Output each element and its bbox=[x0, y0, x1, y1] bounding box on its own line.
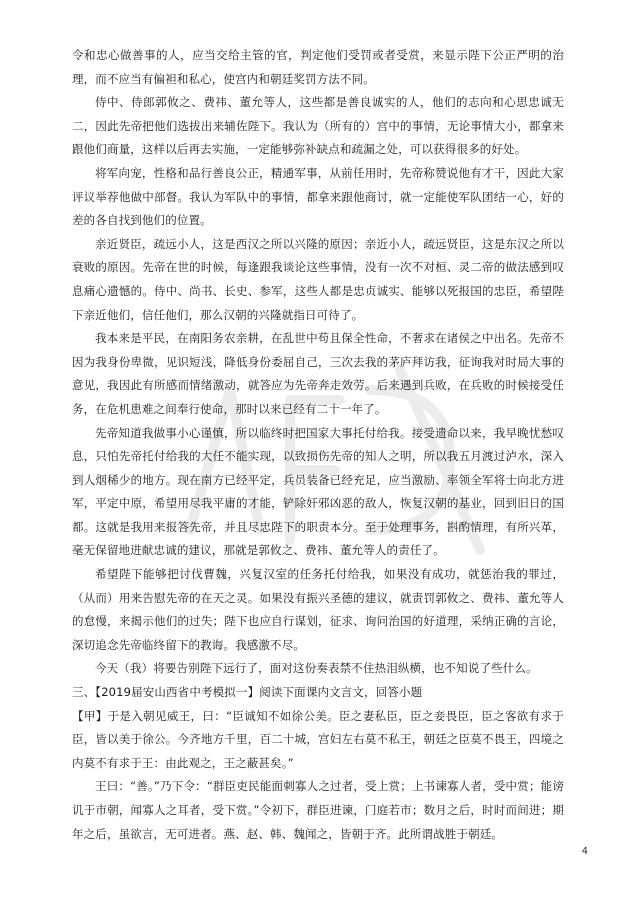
text-paragraph: 今天（我）将要告别陛下远行了，面对这份奏表禁不住热泪纵横，也不知说了些什么。 bbox=[95, 661, 538, 676]
text-paragraph bbox=[72, 705, 564, 776]
text-paragraph: 亲近贤臣，疏远小人，这是西汉之所以兴隆的原因；亲近小人，疏远贤臣，这是东汉之所以衰败的原因。先帝在世的时候，每逢跟我谈论这些事情，没有一次不对桓、灵二帝的做法感到叹息痛心遗憾的。侍中、尚书、长史、参军，这些人都是忠贞诚实、能够以死报国的忠臣，希望陛下亲近他们，信任他们，那么汉朝的兴隆就指日可待了。 bbox=[72, 236, 564, 322]
question-heading: 三、【2019届安山西省中考模拟一】阅读下面课内文言文，回答小题 bbox=[72, 685, 423, 700]
passage-tag: 【甲】 bbox=[72, 708, 108, 723]
text-paragraph: 将军向宠，性格和品行善良公正，精通军事，从前任用时，先帝称赞说他有才干，因此大家评议举荐他做中部督。我认为军队中的事情，都拿来跟他商讨，就一定能使军队团结一心，好的差的各自找到他们的位置。 bbox=[72, 165, 564, 228]
text-paragraph: 希望陛下能够把讨伐曹魏，兴复汉室的任务托付给我，如果没有成功，就惩治我的罪过，（从而）用来告慰先帝的在天之灵。如果没有振兴圣德的建议，就责罚郭攸之、费祎、董允等人的怠慢，来揭示他们的过失；陛下也应自行谋划，征求、询问治国的好道理，采纳正确的言论，深切追念先帝临终留下的教诲。我感激不尽。 bbox=[72, 567, 564, 652]
text-paragraph: 我本来是平民，在南阳务农亲耕，在乱世中苟且保全性命，不奢求在诸侯之中出名。先帝不因为我身份卑微，见识短浅，降低身份委屈自己，三次去我的茅庐拜访我，征询我对时局大事的意见，我因此有所感而情绪激动，就答应为先帝奔走效劳。后来遇到兵败，在兵败的时候接受任务，在危机患难之间奉行使命，那时以来已经有二十一年了。 bbox=[72, 331, 564, 416]
text-paragraph: 令和忠心做善事的人，应当交给主管的官，判定他们受罚或者受赏，来显示陛下公正严明的治理，而不应当有偏袒和私心，使宫内和朝廷奖罚方法不同。 bbox=[72, 48, 564, 86]
text-paragraph: 先帝知道我做事小心谨慎，所以临终时把国家大事托付给我。接受遗命以来，我早晚忧愁叹息，只怕先帝托付给我的大任不能实现，以致损伤先帝的知人之明，所以我五月渡过泸水，深入到人烟稀少的地方。现在南方已经平定，兵员装备已经充足，应当激励、率领全军将士向北方进军，平定中原，希望用尽我平庸的才能，铲除奸邪凶恶的敌人，恢复汉朝的基业，回到旧日的国都。这就是我用来报答先帝，并且尽忠陛下的职责本分。至于处理事务，斟酌情理，有所兴革，毫无保留地进献忠诚的建议，那就是郭攸之、费祎、董允等人的责任了。 bbox=[72, 425, 564, 558]
text-paragraph: 侍中、侍郎郭攸之、费祎、董允等人，这些都是善良诚实的人，他们的志向和心思忠诚无二，因此先帝把他们选拔出来辅佐陛下。我认为（所有的）宫中的事情，无论事情大小，都拿来跟他们商量，这样以后再去实施，一定能够弥补缺点和疏漏之处，可以获得很多的好处。 bbox=[72, 95, 564, 157]
text-paragraph: 王曰：“善。”乃下令：“群臣吏民能面刺寡人之过者，受上赏；上书谏寡人者，受中赏；能谤讥于市朝，闻寡人之耳者，受下赏。”令初下，群臣进谏，门庭若市；数月之后，时时而间进；期年之后，虽欲言，无可进者。燕、赵、韩、魏闻之，皆朝于齐。此所谓战胜于朝廷。 bbox=[72, 779, 564, 841]
passage-text: 于是入朝见威王，曰：“臣诚知不如徐公美。臣之妻私臣，臣之妾畏臣，臣之客欲有求于臣，皆以美于徐公。今齐地方千里，百二十城，宫妇左右莫不私王，朝廷之臣莫不畏王，四境之内莫不有求于王：由此观之，王之蔽甚矣。” bbox=[72, 708, 564, 770]
document-body bbox=[72, 44, 564, 846]
page-number: 4 bbox=[581, 846, 588, 857]
